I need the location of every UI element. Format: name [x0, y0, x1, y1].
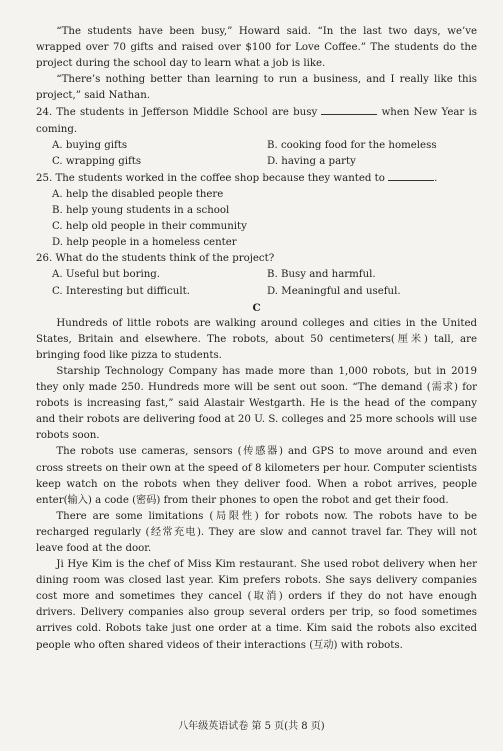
answer-blank: [388, 170, 434, 181]
passage-c-paragraph-1: Hundreds of little robots are walking around colleges and cities in the United States, Britain and elsewhere. The robots, about 50 centimeters(厘米) tall, are bringing food like pizza to students.: [36, 317, 477, 361]
option-c: C. Interesting but difficult.: [52, 285, 190, 297]
option-c: C. help old people in their community: [52, 221, 247, 233]
paragraph-top-1: “The students have been busy,” Howard said. “In the last two days, we’ve wrapped over 70 gifts and raised over $100 for Love Coffee.” The students do the project during the school day to learn what a job is like.: [36, 26, 477, 70]
passage-c-paragraph-3: The robots use cameras, sensors (传感器) and GPS to move around and even cross streets on their own at the speed of 8 kilometers per hour. Computer scientists keep watch on the robots when they deliver food. When a robot arrives, people enter(输入) a code (密码) from their phones to open the robot and get their food.: [36, 446, 477, 506]
question-25: [36, 170, 477, 251]
section-heading-c: C: [252, 301, 261, 314]
option-d: D. help people in a homeless center: [52, 237, 237, 249]
question-24-stem: 24. The students in Jefferson Middle School are busy: [36, 107, 318, 119]
paragraph-top-2: “There’s nothing better than learning to run a business, and I really like this project,” said Nathan.: [36, 74, 477, 102]
option-b: B. help young students in a school: [52, 205, 230, 217]
question-26: [36, 251, 477, 299]
option-b: B. cooking food for the homeless: [267, 139, 437, 151]
answer-blank: [321, 104, 377, 115]
option-a: A. help the disabled people there: [52, 188, 224, 200]
question-24: [36, 104, 477, 169]
option-b: B. Busy and harmful.: [267, 269, 376, 281]
passage-c-paragraph-2: Starship Technology Company has made more than 1,000 robots, but in 2019 they only made 250. Hundreds more will be sent out soon. “The demand (需求) for robots is increasing fast,” said Alastair Westgarth. He is the head of the company and their robots are delivering food at 20 U. S. colleges and 25 more schools will use robots soon.: [36, 365, 477, 442]
passage-c-paragraph-5: Ji Hye Kim is the chef of Miss Kim restaurant. She used robot delivery when her dining room was closed last year. Kim prefers robots. She says delivery companies cost more and sometimes they cancel (取消) orders if they do not have enough drivers. Delivery companies also group several orders per trip, so food sometimes arrives cold. Robots take just one order at a time. Kim said the robots also excited people who often shared videos of their interactions (互动) with robots.: [36, 559, 477, 651]
option-a: A. buying gifts: [52, 139, 128, 151]
question-24-stem-end: when New Year is coming.: [36, 107, 477, 135]
page-footer: 八年级英语试卷 第 5 页(共 8 页): [178, 721, 325, 732]
passage-c-paragraph-4: There are some limitations (局限性) for robots now. The robots have to be recharged regularly (经常充电). They are slow and cannot travel far. They will not leave food at the door.: [36, 510, 477, 554]
question-25-stem: 25. The students worked in the coffee shop because they wanted to: [36, 172, 385, 184]
question-25-stem-end: .: [434, 172, 438, 184]
question-26-stem: 26. What do the students think of the project?: [36, 253, 275, 265]
option-a: A. Useful but boring.: [52, 269, 161, 281]
option-d: D. having a party: [267, 155, 356, 167]
option-c: C. wrapping gifts: [52, 155, 142, 167]
option-d: D. Meaningful and useful.: [267, 285, 401, 297]
